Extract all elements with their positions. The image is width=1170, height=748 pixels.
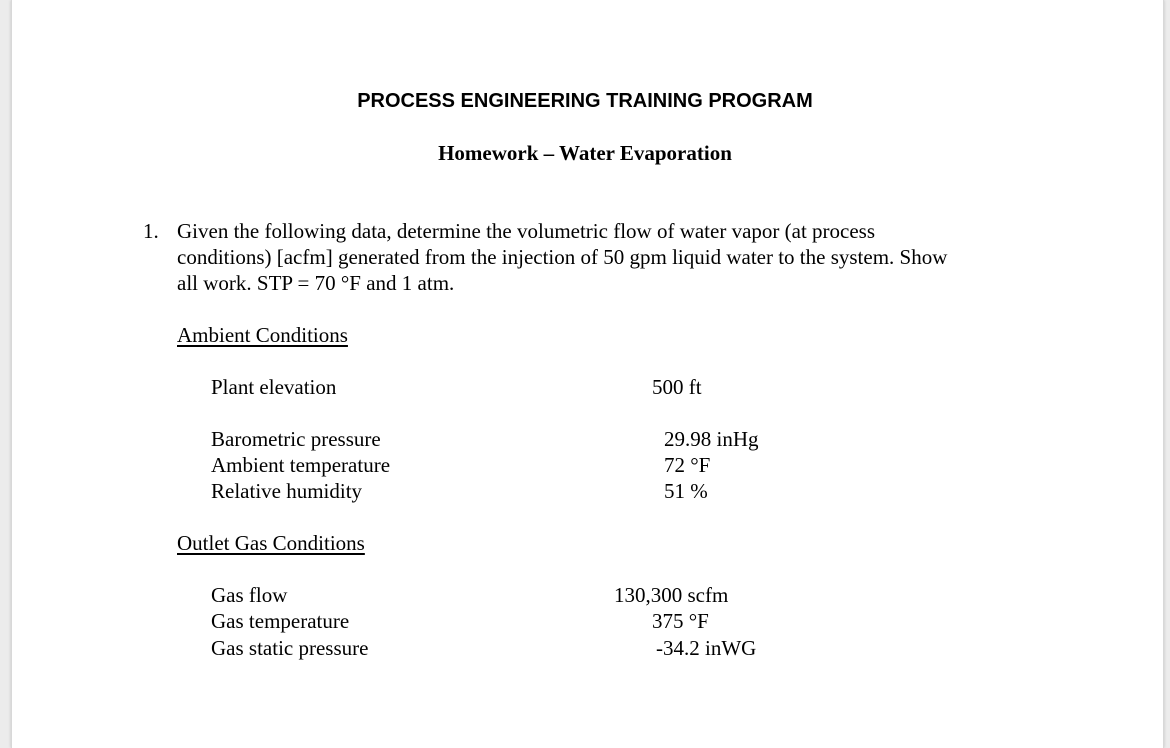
gas-temperature-value: 375 °F (652, 609, 709, 633)
ambient-temperature-label: Ambient temperature (211, 453, 391, 477)
ambient-conditions-heading: Ambient Conditions (177, 323, 348, 347)
relative-humidity-label: Relative humidity (211, 479, 363, 503)
gas-flow-value: 130,300 scfm (614, 583, 729, 607)
question-line-2: conditions) [acfm] generated from the injection of 50 gpm liquid water to the system. Show (177, 245, 948, 269)
plant-elevation-label: Plant elevation (211, 375, 337, 399)
question-number: 1. (143, 219, 159, 243)
gas-static-pressure-label: Gas static pressure (211, 636, 369, 660)
document-title: PROCESS ENGINEERING TRAINING PROGRAM (357, 90, 813, 112)
question-line-1: Given the following data, determine the volumetric flow of water vapor (at process (177, 219, 876, 243)
ambient-temperature-value: 72 °F (664, 453, 711, 477)
barometric-pressure-value: 29.98 inHg (664, 427, 759, 451)
plant-elevation-value: 500 ft (652, 375, 702, 399)
relative-humidity-value: 51 % (664, 479, 708, 503)
gas-static-pressure-value: -34.2 inWG (656, 636, 757, 660)
barometric-pressure-label: Barometric pressure (211, 427, 381, 451)
outlet-gas-conditions-heading: Outlet Gas Conditions (177, 531, 365, 555)
gas-flow-label: Gas flow (211, 583, 288, 607)
gas-temperature-label: Gas temperature (211, 609, 350, 633)
question-line-3: all work. STP = 70 °F and 1 atm. (177, 271, 455, 295)
document-subtitle: Homework – Water Evaporation (438, 141, 732, 165)
